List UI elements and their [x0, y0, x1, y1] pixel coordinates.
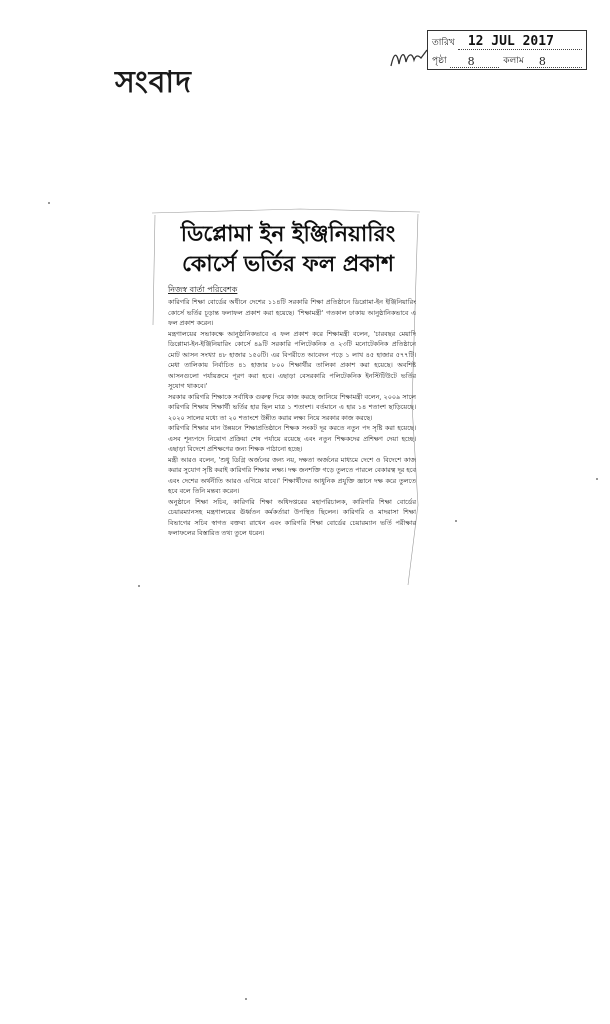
- stamp-date-row: [432, 34, 582, 50]
- news-clipping: [150, 205, 422, 670]
- headline-line-2: কোর্সে ভর্তির ফল প্রকাশ: [181, 251, 395, 277]
- stamp-column-label: কলাম: [503, 56, 524, 66]
- archive-stamp: [427, 30, 587, 70]
- stamp-column-value: 8: [538, 55, 546, 68]
- article-byline: নিজস্ব বার্তা পরিবেশক: [168, 285, 238, 294]
- article-paragraph: কারিগরি শিক্ষা বোর্ডের অধীনে দেশের ১১৪টি সরকারি শিক্ষা প্রতিষ্ঠানে ডিপ্লোমা-ইন ইঞ্জিনিয়ারিং কোর্সে ভর্তির চূড়ান্ত ফলাফল প্রকাশ করা হয়েছে। 'শিক্ষামন্ত্রী' গতকাল ঢাকায় আনুষ্ঠানিকভাবে এ ফল প্রকাশ করেন।: [168, 298, 416, 327]
- article-body: [168, 297, 416, 667]
- scan-speck: [455, 520, 457, 522]
- scan-speck: [138, 585, 140, 587]
- headline-line-1: ডিপ্লোমা ইন ইঞ্জিনিয়ারিং: [180, 221, 396, 247]
- stamp-date-value: 12 JUL 2017: [467, 34, 554, 49]
- article-paragraph: মন্ত্রী আরও বলেন, 'শুধু ডিগ্রি অর্জনের জন্য নয়, দক্ষতা অর্জনের মাধ্যমে দেশে ও বিদেশে কাজ করার সুযোগ সৃষ্টি করাই কারিগরি শিক্ষার লক্ষ্য। দক্ষ জনশক্তি গড়ে তুলতে পারলে বেকারত্ব দূর হবে এবং দেশের অর্থনীতি আরও এগিয়ে যাবে।' শিক্ষার্থীদের আধুনিক প্রযুক্তি জ্ঞানে দক্ষ করে তুলতে হবে বলে তিনি মন্তব্য করেন।: [168, 455, 416, 495]
- article-paragraph: সরকার কারিগরি শিক্ষাকে সর্বাধিক গুরুত্ব দিয়ে কাজ করছে জানিয়ে শিক্ষামন্ত্রী বলেন, ২০০৯ সালে কারিগরি শিক্ষায় শিক্ষার্থী ভর্তির হার ছিল মাত্র ১ শতাংশ। বর্তমানে এ হার ১৪ শতাংশ ছাড়িয়েছে। ২০২০ সালের মধ্যে তা ২০ শতাংশে উন্নীত করার লক্ষ্য নিয়ে সরকার কাজ করছে।: [168, 392, 416, 422]
- newspaper-masthead: সংবাদ: [115, 65, 192, 100]
- article-paragraph: কারিগরি শিক্ষার মান উন্নয়নে শিক্ষাপ্রতিষ্ঠানে শিক্ষক সংকট দূর করতে নতুন পদ সৃষ্টি করা হয়েছে। এসব শূন্যপদে নিয়োগ প্রক্রিয়া শেষ পর্যায়ে রয়েছে এবং নতুন শিক্ষকদের প্রশিক্ষণ দেয়া হচ্ছে। এছাড়া বিদেশে প্রশিক্ষণের জন্য শিক্ষক পাঠানো হচ্ছে।: [168, 424, 416, 453]
- article-headline: [158, 219, 418, 279]
- scan-speck: [596, 478, 598, 480]
- article-paragraph: মন্ত্রণালয়ের সভাকক্ষে আনুষ্ঠানিকভাবে এ ফল প্রকাশ করে শিক্ষামন্ত্রী বলেন, 'চারবছর মেয়াদি ডিপ্লোমা-ইন-ইঞ্জিনিয়ারিং কোর্সে ৪৯টি সরকারি পলিটেকনিক ও ২৩টি মনোটেকনিক প্রতিষ্ঠানে মোট আসন সংখ্যা ৪৮ হাজার ১৫০টি। এর বিপরীতে আবেদন পড়ে ১ লাখ ৪৫ হাজার ৫৭৭টি। মেধা তালিকায় নির্বাচিত ৪১ হাজার ৮০০ শিক্ষার্থীর তালিকা প্রকাশ করা হয়েছে। অবশিষ্ট আসনগুলো পর্যায়ক্রমে পূরণ করা হবে। এছাড়া বেসরকারি পলিটেকনিক ইনস্টিটিউটে ভর্তির সুযোগ থাকবে।': [168, 329, 416, 390]
- stamp-page-value: 8: [467, 55, 475, 68]
- stamp-date-label: তারিখ: [432, 38, 455, 48]
- scan-speck: [245, 998, 247, 1000]
- handwritten-initials-icon: [388, 44, 430, 74]
- stamp-page-row: [432, 52, 582, 68]
- article-paragraph: অনুষ্ঠানে শিক্ষা সচিব, কারিগরি শিক্ষা অধিদপ্তরের মহাপরিচালক, কারিগরি শিক্ষা বোর্ডের চেয়ারম্যানসহ মন্ত্রণালয়ের ঊর্ধ্বতন কর্মকর্তারা উপস্থিত ছিলেন। কারিগরি ও মাদরাসা শিক্ষা বিভাগের সচিব স্বাগত বক্তব্য রাখেন এবং কারিগরি শিক্ষা বোর্ডের চেয়ারম্যান ভর্তি পরীক্ষার ফলাফলের বিস্তারিত তথ্য তুলে ধরেন।: [168, 497, 416, 537]
- stamp-page-label: পৃষ্ঠা: [432, 56, 447, 66]
- scan-speck: [48, 202, 50, 204]
